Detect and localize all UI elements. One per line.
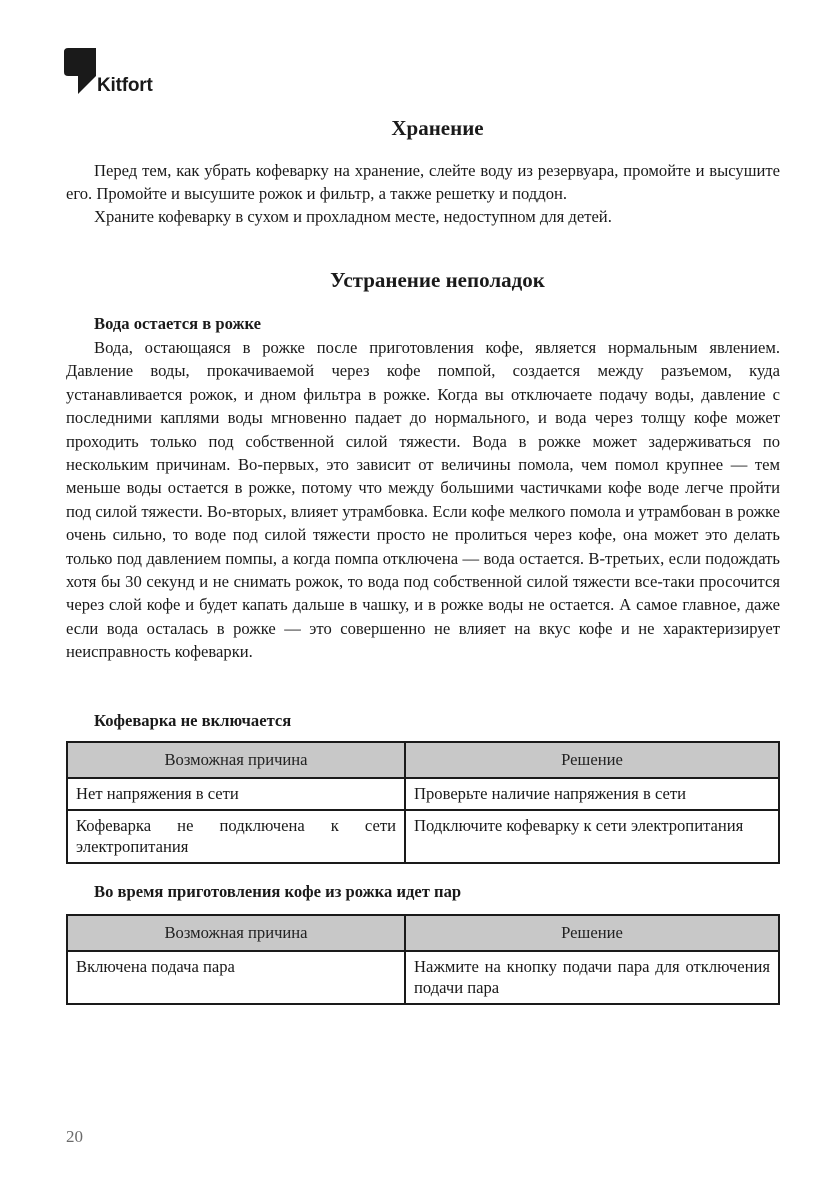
table-cell-cause: Включена подача пара [67,951,405,1004]
storage-paragraph-1: Перед тем, как убрать кофеварку на хранение, слейте воду из резервуара, промойте и высушите его. Промойте и высушите рожок и фильтр, а также решетку и поддон. [66,161,780,204]
no-power-heading: Кофеварка не включается [94,711,292,730]
table-header-solution: Решение [405,915,779,951]
table-cell-solution: Подключите кофеварку к сети электропитания [405,810,779,863]
table-row [67,778,779,810]
no-power-table [66,741,780,864]
storage-title: Хранение [391,116,484,140]
steam-heading: Во время приготовления кофе из рожка идет пар [94,882,462,901]
water-in-holder-text: Вода, остающаяся в рожке после приготовления кофе, является нормальным явлением. Давление воды, прокачиваемой через кофе помпой, создается между разъемом, куда устанавливается рожок, и дном фильтра в рожке. Когда вы отключаете подачу воды, давление с последними каплями воды мгновенно падает до нормального, и вода через толщу кофе может проходить только под собственной силой тяжести. Вода в рожке может задерживаться по нескольким причинам. Во-первых, это зависит от величины помола, чем помол крупнее — тем меньше воды остается в рожке, потому что между большими частичками кофе воде легче пройти под силой тяжести. Во-вторых, влияет утрамбовка. Если кофе мелкого помола и утрамбован в рожке очень сильно, то воде под силой тяжести просто не пролиться через кофе, она может это делать только под давлением помпы, а когда помпа отключена — вода остается. В-третьих, если подождать хотя бы 30 секунд и не снимать рожок, то вода под собственной силой тяжести все-таки просочится через слой кофе и будет капать дальше в чашку, и в рожке воды не остается. А самое главное, даже если вода осталась в рожке — это совершенно не влияет на вкус кофе и не характеризирует неисправность кофеварки. [66,338,780,662]
kitfort-logo-mark-icon [64,48,96,94]
table-cell-solution: Проверьте наличие напряжения в сети [405,778,779,810]
water-in-holder-heading: Вода остается в рожке [94,314,262,333]
table-header-row [67,915,779,951]
table-header-row [67,742,779,778]
brand-name: Kitfort [97,75,153,96]
page-number: 20 [66,1127,83,1146]
table-row [67,951,779,1004]
table-header-solution: Решение [405,742,779,778]
table-cell-cause: Кофеварка не подключена к сети электропитания [67,810,405,863]
table-cell-solution: Нажмите на кнопку подачи пара для отключения подачи пара [405,951,779,1004]
table-header-cause: Возможная причина [67,742,405,778]
steam-table [66,914,780,1005]
kitfort-logo [64,48,153,94]
table-row [67,810,779,863]
table-cell-cause: Нет напряжения в сети [67,778,405,810]
storage-paragraph-2: Храните кофеварку в сухом и прохладном месте, недоступном для детей. [94,207,612,226]
table-header-cause: Возможная причина [67,915,405,951]
troubleshooting-title: Устранение неполадок [330,268,545,292]
